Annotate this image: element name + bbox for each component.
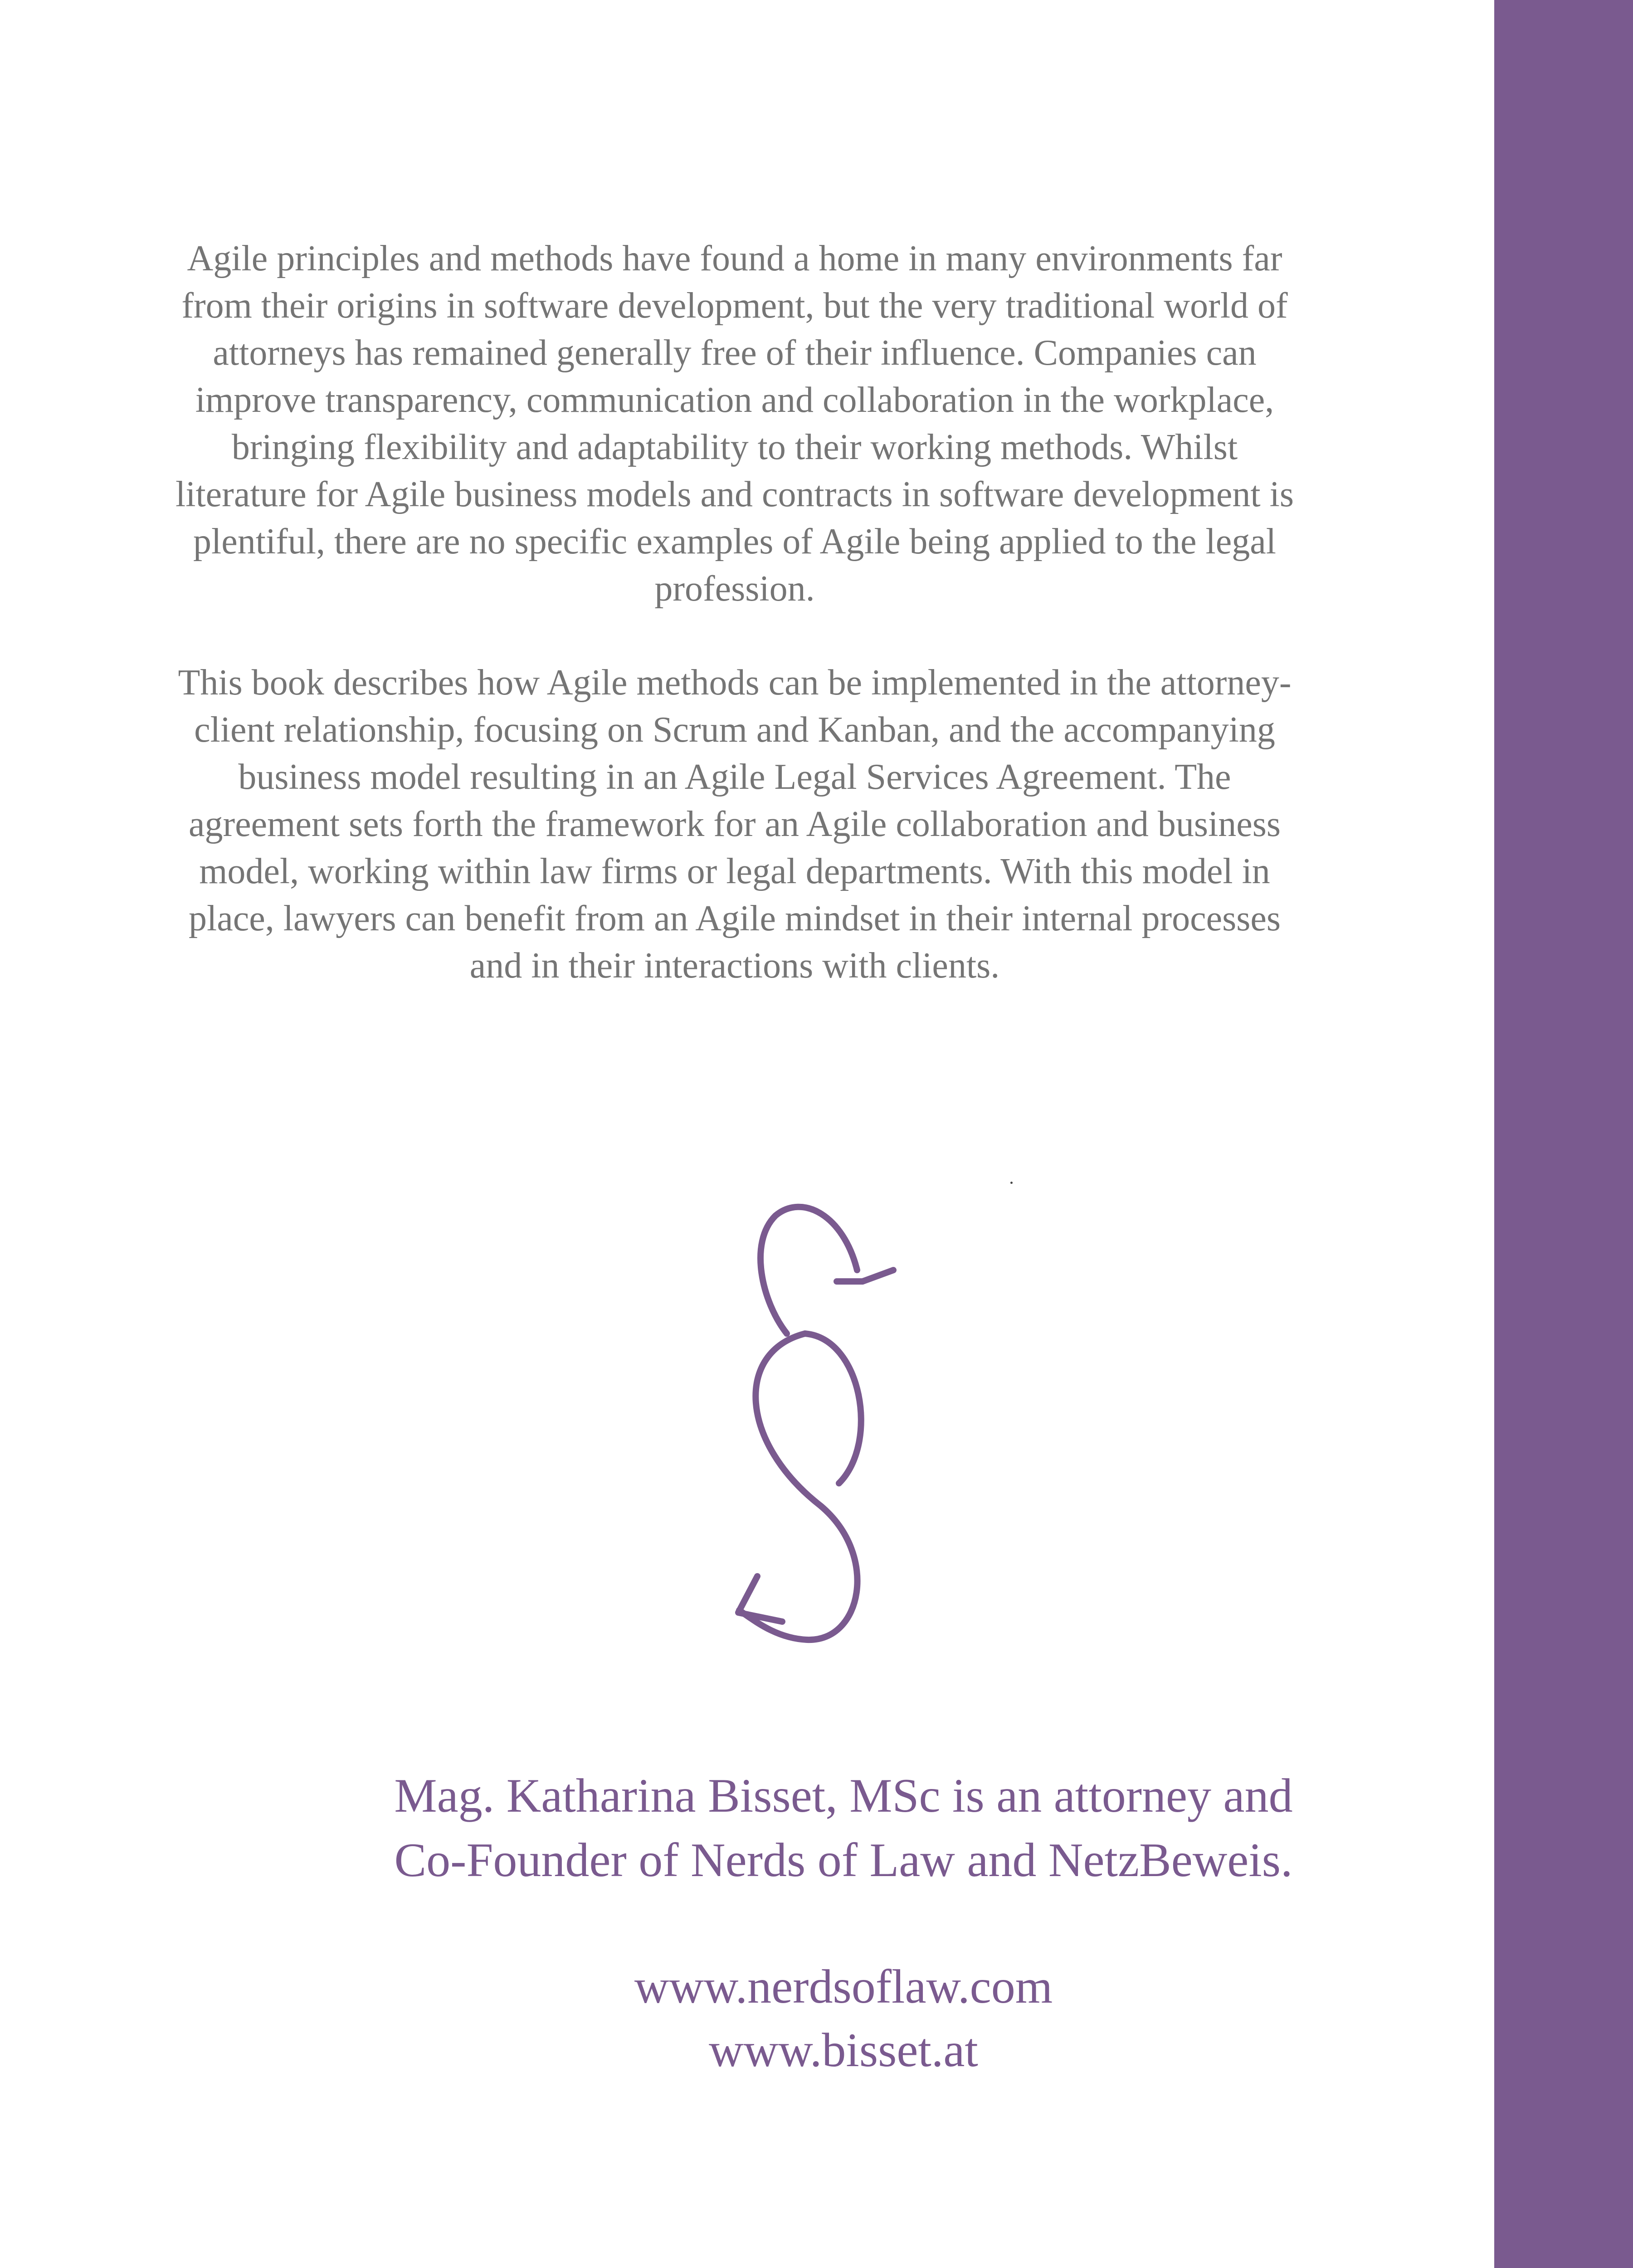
logo-top-arrowhead [837, 1270, 893, 1281]
logo-bottom-arrowhead [738, 1576, 782, 1622]
logo-s-curve [739, 1334, 858, 1640]
print-speck [1010, 1182, 1013, 1184]
website-nerdsoflaw: www.nerdsoflaw.com [634, 1960, 1053, 2013]
logo-inner-bowl [805, 1334, 861, 1483]
blurb-paragraph-1: Agile principles and methods have found a home in many environments far from their origins in software development, but the very traditional world of attorneys has remained generally free of their influence. Companies can improve transparency, communication and collaboration in the workplace, bringing flexibility and adaptability to their working methods. Whilst literature for Agile business models and contracts in software development is plentiful, there are no specific examples of Agile being applied to the legal profession. [175, 239, 1294, 609]
author-bio [272, 1764, 1415, 1892]
blurb-paragraph-2: This book describes how Agile methods can be implemented in the attorney-client relationship, focusing on Scrum and Kanban, and the accompanying business model resulting in an Agile Legal Services Agreement. The agreement sets forth the framework for an Agile collaboration and business model, working within law firms or legal departments. With this model in place, lawyers can benefit from an Agile mindset in their internal processes and in their interactions with clients. [178, 663, 1292, 986]
website-bisset: www.bisset.at [709, 2024, 978, 2077]
section-sign-cycle-icon [730, 1188, 921, 1651]
website-links [453, 1955, 1233, 2082]
author-bio-line-2: Co-Founder of Nerds of Law and NetzBeweis. [394, 1833, 1293, 1887]
logo-top-loop [760, 1207, 857, 1334]
author-bio-line-1: Mag. Katharina Bisset, MSc is an attorney and [394, 1769, 1293, 1822]
spine-color-bar [1494, 0, 1633, 2268]
